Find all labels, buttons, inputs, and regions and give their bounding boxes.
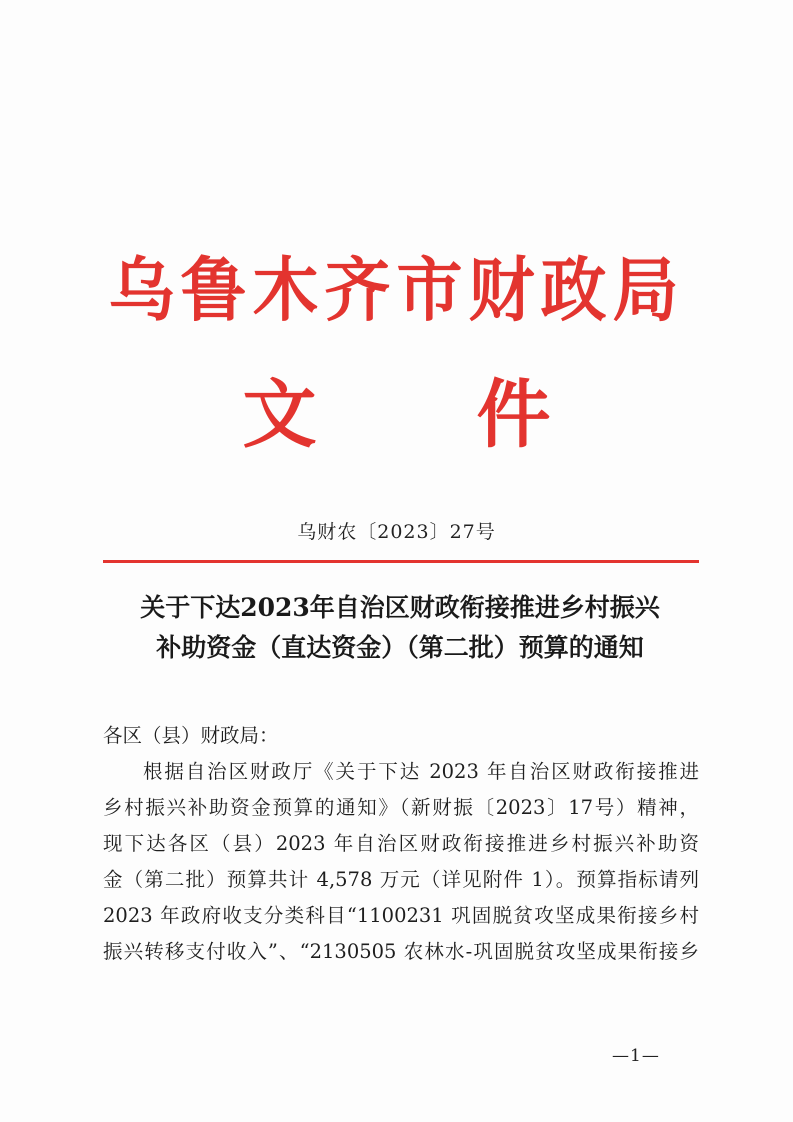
document-number: 乌财农〔2023〕27号: [297, 521, 496, 543]
red-separator-line: [103, 560, 699, 563]
salutation: 各区（县）财政局：: [103, 724, 279, 747]
notice-title-line: 补助资金（直达资金）（第二批）预算的通知: [156, 633, 644, 662]
paragraph-line: 振兴转移支付收入”、“2130505 农林水-巩固脱贫攻坚成果衔接乡: [103, 940, 699, 963]
body-paragraph: [103, 754, 699, 970]
paragraph-line: 乡村振兴补助资金预算的通知》（新财振〔2023〕17号）精神，: [103, 796, 699, 819]
notice-title: [95, 588, 705, 668]
paragraph-line: 金（第二批）预算共计 4,578 万元（详见附件 1）。预算指标请列: [103, 868, 699, 891]
document-type-heading: 文件: [242, 372, 711, 458]
page-number: —1—: [612, 1046, 660, 1066]
issuer-name: 乌鲁木齐市财政局: [108, 249, 685, 331]
paragraph-line: 根据自治区财政厅《关于下达 2023 年自治区财政衔接推进: [143, 760, 699, 783]
paragraph-line: 现下达各区（县）2023 年自治区财政衔接推进乡村振兴补助资: [103, 832, 699, 855]
paragraph-line: 2023 年政府收支分类科目“1100231 巩固脱贫攻坚成果衔接乡村: [103, 904, 699, 927]
notice-title-line: 关于下达2023年自治区财政衔接推进乡村振兴: [140, 593, 660, 622]
notice-body: [103, 718, 699, 970]
